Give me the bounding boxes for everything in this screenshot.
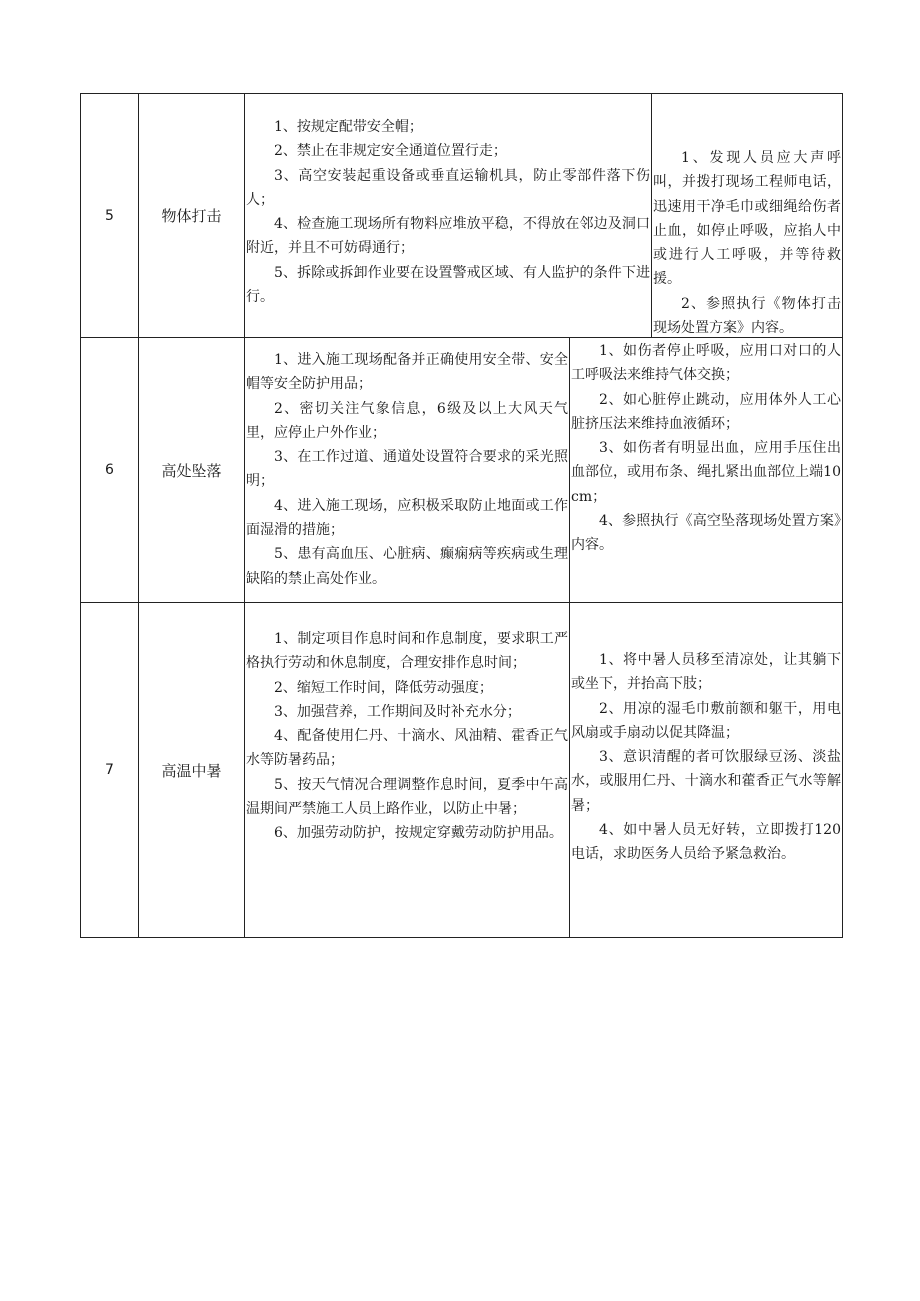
prevention-measures-cell xyxy=(245,338,570,602)
emergency-item: 4、如中暑人员无好转，立即拨打120电话，求助医务人员给予紧急救治。 xyxy=(571,822,841,863)
emergency-item: 1、将中暑人员移至清凉处，让其躺下或坐下，并抬高下肢； xyxy=(571,652,841,693)
emergency-response-list xyxy=(571,339,841,558)
emergency-response-list xyxy=(571,648,841,867)
hazard-name: 高处坠落 xyxy=(161,461,222,480)
emergency-item: 2、用凉的湿毛巾敷前额和躯干，用电风扇或手扇动以促其降温； xyxy=(571,700,841,741)
emergency-item: 4、参照执行《高空坠落现场处置方案》内容。 xyxy=(571,513,841,554)
emergency-item: 1、如伤者停止呼吸，应用口对口的人工呼吸法来维持气体交换； xyxy=(571,343,841,384)
prevention-measures-cell xyxy=(245,603,570,937)
row-number: 6 xyxy=(105,462,114,478)
row-number: 7 xyxy=(105,762,114,778)
measure-item: 4、进入施工现场，应积极采取防止地面或工作面湿滑的措施； xyxy=(246,497,568,539)
table-row xyxy=(81,94,842,338)
hazard-name-cell xyxy=(139,338,245,602)
hazard-name: 高温中暑 xyxy=(161,761,222,780)
measure-item: 1、进入施工现场配备并正确使用安全带、安全帽等安全防护用品； xyxy=(246,352,568,393)
row-number-cell xyxy=(81,603,139,937)
measure-item: 1、按规定配带安全帽； xyxy=(274,119,423,135)
emergency-item: 2、参照执行《物体打击现场处置方案》内容。 xyxy=(653,295,841,337)
measure-item: 2、密切关注气象信息，6级及以上大风天气里，应停止户外作业； xyxy=(246,400,568,441)
measure-item: 1、制定项目作息时间和作息制度，要求职工严格执行劳动和休息制度，合理安排作息时间； xyxy=(246,631,568,672)
measure-item: 2、缩短工作时间，降低劳动强度； xyxy=(274,679,493,696)
row-number-cell xyxy=(81,338,139,602)
measure-item: 4、检查施工现场所有物料应堆放平稳，不得放在邻边及洞口附近，并且不可妨碍通行； xyxy=(246,216,650,257)
emergency-item: 3、意识清醒的者可饮服绿豆汤、淡盐水，或服用仁丹、十滴水和藿香正气水等解暑； xyxy=(571,749,841,814)
emergency-response-cell xyxy=(570,603,842,937)
table-row xyxy=(81,338,842,603)
measure-item: 5、拆除或拆卸作业要在设置警戒区域、有人监护的条件下进行。 xyxy=(246,264,650,306)
prevention-measures-list xyxy=(246,627,568,846)
emergency-item: 2、如心脏停止跳动，应用体外人工心脏挤压法来维持血液循环； xyxy=(571,391,841,432)
hazard-name-cell xyxy=(139,94,245,337)
prevention-measures-list xyxy=(246,115,650,309)
table-row xyxy=(81,603,842,937)
hazard-name-cell xyxy=(139,603,245,937)
measure-item: 5、患有高血压、心脏病、癫痫病等疾病或生理缺陷的禁止高处作业。 xyxy=(246,546,568,587)
emergency-response-cell xyxy=(652,94,842,337)
measure-item: 3、高空安装起重设备或垂直运输机具，防止零部件落下伤人； xyxy=(246,167,650,208)
emergency-response-list xyxy=(653,146,841,340)
measure-item: 2、禁止在非规定安全通道位置行走； xyxy=(274,143,507,160)
measure-item: 3、加强营养，工作期间及时补充水分； xyxy=(274,703,521,720)
emergency-item: 3、如伤者有明显出血，应用手压住出血部位，或用布条、绳扎紧出血部位上端10cm； xyxy=(571,440,841,505)
hazard-measures-table xyxy=(80,93,843,938)
emergency-item: 1、发现人员应大声呼叫，并拨打现场工程师电话，迅速用干净毛巾或细绳给伤者止血，如停止呼吸，应掐人中或进行人工呼吸，并等待救援。 xyxy=(653,150,841,288)
measure-item: 4、配备使用仁丹、十滴水、风油精、霍香正气水等防暑药品； xyxy=(246,728,568,769)
row-number: 5 xyxy=(105,207,114,224)
measure-item: 6、加强劳动防护，按规定穿戴劳动防护用品。 xyxy=(274,825,563,842)
row-number-cell xyxy=(81,94,139,337)
prevention-measures-cell xyxy=(245,94,652,337)
measure-item: 5、按天气情况合理调整作息时间，夏季中午高温期间严禁施工人员上路作业，以防止中暑； xyxy=(246,776,568,818)
prevention-measures-list xyxy=(246,348,568,591)
measure-item: 3、在工作过道、通道处设置符合要求的采光照明； xyxy=(246,449,568,490)
emergency-response-cell xyxy=(570,338,842,602)
hazard-name: 物体打击 xyxy=(161,207,222,225)
